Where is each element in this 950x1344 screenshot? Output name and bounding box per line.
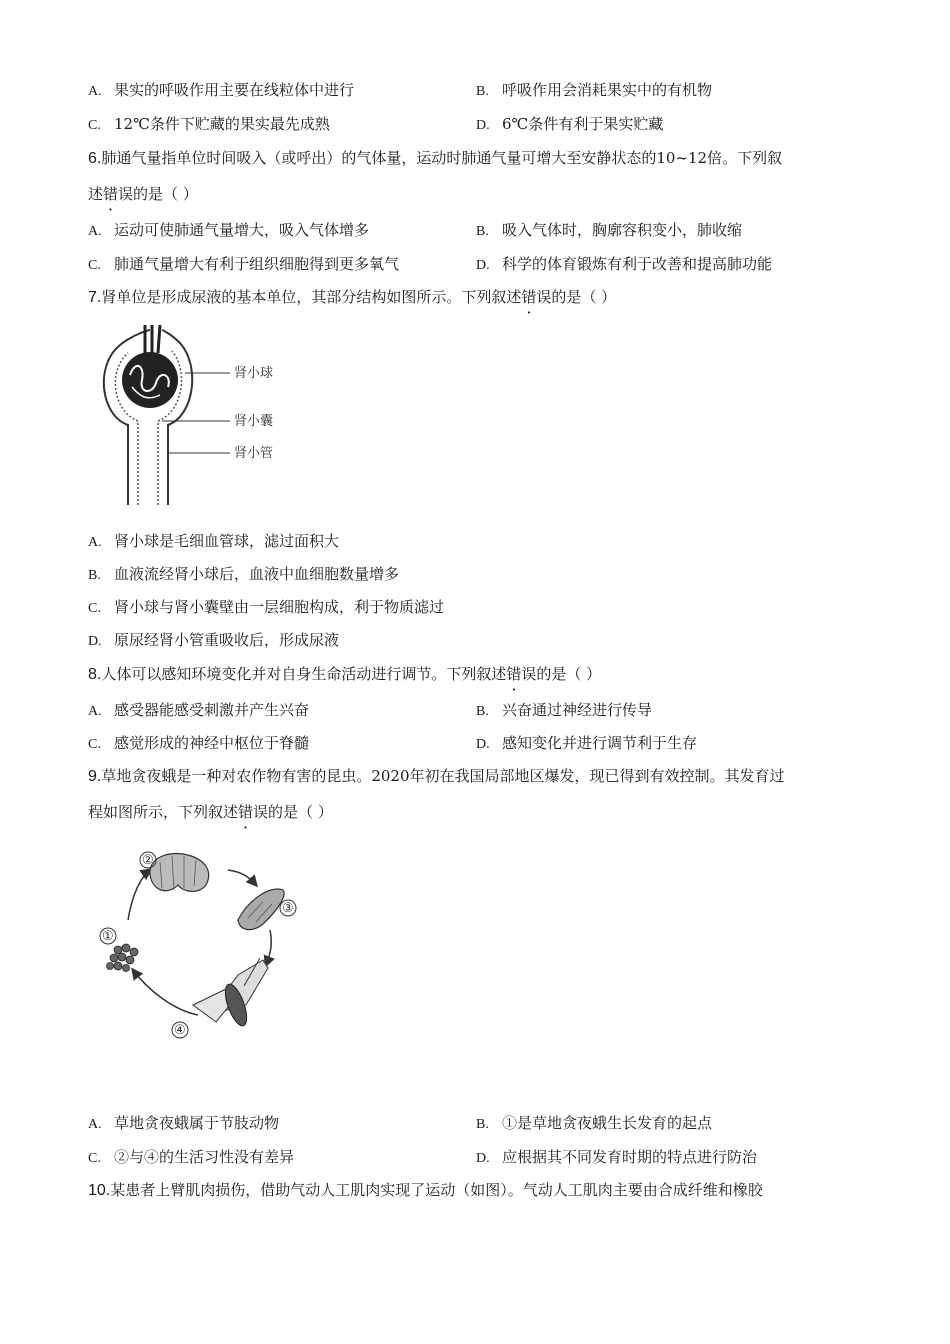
label-tubule: 肾小管 bbox=[234, 446, 274, 461]
emphasis-dot: 错 bbox=[521, 288, 537, 306]
q9-option-c: C. ②与④的生活习性没有差异 bbox=[88, 1148, 295, 1166]
q5-option-b: B. 呼吸作用会消耗果实中的有机物 bbox=[476, 81, 713, 99]
q5-option-a: A. 果实的呼吸作用主要在线粒体中进行 bbox=[88, 81, 355, 99]
q9-stem-line1: 9.草地贪夜蛾是一种对农作物有害的昆虫。2020年初在我国局部地区爆发，现已得到有效控制。其发育过 bbox=[88, 767, 785, 785]
q6-option-d: D. 科学的体育锻炼有利于改善和提高肺功能 bbox=[476, 255, 773, 273]
label-glomerulus: 肾小球 bbox=[234, 366, 274, 381]
q10-stem-line1: 10.某患者上臂肌肉损伤，借助气动人工肌肉实现了运动（如图）。气动人工肌肉主要由合成纤维和橡胶 bbox=[88, 1181, 763, 1199]
q7-option-d: D. 原尿经肾小管重吸收后，形成尿液 bbox=[88, 631, 340, 649]
q7-stem: 7.肾单位是形成尿液的基本单位，其部分结构如图所示。下列叙述错误的是（ ） bbox=[88, 288, 617, 306]
q6-option-c: C. 肺通气量增大有利于组织细胞得到更多氧气 bbox=[88, 255, 400, 273]
pupa-icon bbox=[238, 889, 284, 930]
emphasis-dot: 错 bbox=[103, 185, 119, 203]
q8-option-c: C. 感觉形成的神经中枢位于脊髓 bbox=[88, 734, 310, 752]
q6-stem-line2: 述错误的是（ ） bbox=[88, 185, 198, 203]
q9-option-b: B. ①是草地贪夜蛾生长发育的起点 bbox=[476, 1114, 713, 1132]
emphasis-dot: 错 bbox=[238, 803, 254, 821]
label-stage-1: ① bbox=[102, 929, 114, 944]
q8-option-a: A. 感受器能感受刺激并产生兴奋 bbox=[88, 701, 310, 719]
q7-option-c: C. 肾小球与肾小囊壁由一层细胞构成，利于物质滤过 bbox=[88, 598, 445, 616]
q7-option-b: B. 血液流经肾小球后，血液中血细胞数量增多 bbox=[88, 565, 400, 583]
q8-option-d: D. 感知变化并进行调节利于生存 bbox=[476, 734, 698, 752]
moth-icon bbox=[193, 958, 268, 1028]
q7-option-a: A. 肾小球是毛细血管球，滤过面积大 bbox=[88, 532, 340, 550]
q9-option-d: D. 应根据其不同发育时期的特点进行防治 bbox=[476, 1148, 758, 1166]
label-stage-2: ② bbox=[142, 853, 154, 868]
q5-option-d: D. 6℃条件有利于果实贮藏 bbox=[476, 115, 664, 133]
label-stage-4: ④ bbox=[174, 1023, 186, 1038]
q6-stem-line1: 6.肺通气量指单位时间吸入（或呼出）的气体量，运动时肺通气量可增大至安静状态的10~12倍。下列叙 bbox=[88, 149, 783, 167]
q6-option-b: B. 吸入气体时，胸廓容积变小，肺收缩 bbox=[476, 221, 743, 239]
label-stage-3: ③ bbox=[282, 901, 294, 916]
nephron-figure bbox=[90, 325, 300, 515]
emphasis-dot: 错 bbox=[506, 665, 522, 683]
larva-icon bbox=[150, 854, 209, 892]
life-cycle-figure bbox=[88, 840, 308, 1050]
q9-stem-line2: 程如图所示，下列叙述错误的是（ ） bbox=[88, 803, 333, 821]
q8-option-b: B. 兴奋通过神经进行传导 bbox=[476, 701, 653, 719]
q5-option-c: C. 12℃条件下贮藏的果实最先成熟 bbox=[88, 115, 330, 133]
q9-option-a: A. 草地贪夜蛾属于节肢动物 bbox=[88, 1114, 280, 1132]
label-capsule: 肾小囊 bbox=[234, 414, 274, 429]
q6-option-a: A. 运动可使肺通气量增大，吸入气体增多 bbox=[88, 221, 370, 239]
eggs-icon bbox=[107, 944, 139, 972]
q8-stem: 8.人体可以感知环境变化并对自身生命活动进行调节。下列叙述错误的是（ ） bbox=[88, 665, 602, 683]
